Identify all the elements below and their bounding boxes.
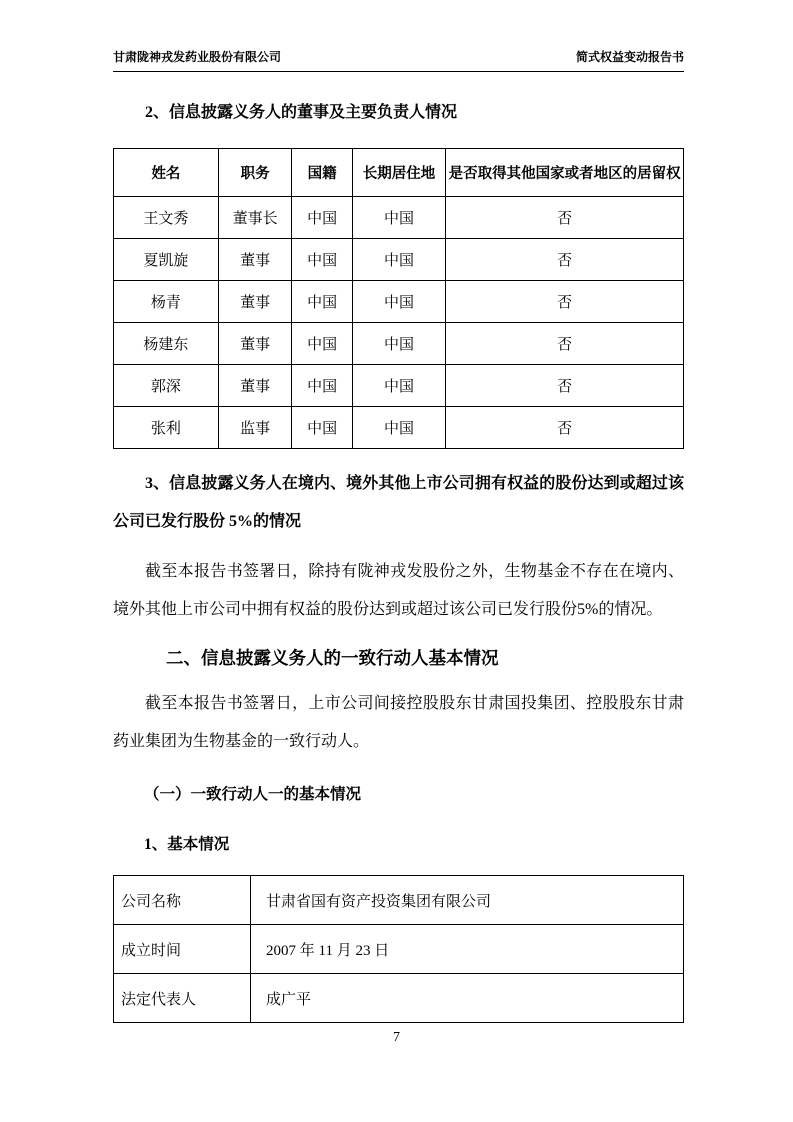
cell-foreign-residency: 否 [446,281,684,323]
table-row [114,281,684,323]
col-header-name: 姓名 [114,149,219,197]
info-value-establish-date: 2007 年 11 月 23 日 [251,925,684,974]
cell-name: 张利 [114,407,219,449]
cell-foreign-residency: 否 [446,323,684,365]
table-row [114,239,684,281]
cell-name: 郭深 [114,365,219,407]
cell-residence: 中国 [352,239,445,281]
cell-residence: 中国 [352,197,445,239]
page-header [113,48,684,72]
cell-position: 董事长 [218,197,292,239]
info-label-company-name: 公司名称 [114,876,251,925]
section-two-heading: 二、信息披露义务人的一致行动人基本情况 [166,648,499,668]
info-value-company-name: 甘肃省国有资产投资集团有限公司 [251,876,684,925]
cell-residence: 中国 [352,323,445,365]
cell-nationality: 中国 [292,323,352,365]
col-header-residence: 长期居住地 [352,149,445,197]
sub-heading-basic-info: 1、基本情况 [144,836,230,853]
info-row [114,876,684,925]
cell-name: 杨建东 [114,323,219,365]
table-row [114,365,684,407]
cell-foreign-residency: 否 [446,239,684,281]
col-header-position: 职务 [218,149,292,197]
directors-table [113,148,684,449]
cell-position: 董事 [218,323,292,365]
info-label-establish-date: 成立时间 [114,925,251,974]
header-company-name: 甘肃陇神戎发药业股份有限公司 [113,50,282,64]
cell-nationality: 中国 [292,239,352,281]
cell-name: 夏凯旋 [114,239,219,281]
section2-heading: 2、信息披露义务人的董事及主要负责人情况 [145,104,458,121]
table-row [114,407,684,449]
info-label-legal-representative: 法定代表人 [114,974,251,1023]
cell-name: 杨青 [114,281,219,323]
table-row [114,323,684,365]
cell-residence: 中国 [352,407,445,449]
directors-table-header-row [114,149,684,197]
cell-foreign-residency: 否 [446,197,684,239]
cell-position: 董事 [218,365,292,407]
cell-nationality: 中国 [292,407,352,449]
cell-residence: 中国 [352,365,445,407]
section3-paragraph: 截至本报告书签署日，除持有陇神戎发股份之外，生物基金不存在在境内、境外其他上市公司中拥有权益的股份达到或超过该公司已发行股份5%的情况。 [113,563,684,618]
sub-heading-acting-party-one: （一）一致行动人一的基本情况 [144,786,362,803]
info-row [114,974,684,1023]
col-header-nationality: 国籍 [292,149,352,197]
cell-position: 监事 [218,407,292,449]
cell-residence: 中国 [352,281,445,323]
info-value-legal-representative: 成广平 [251,974,684,1023]
cell-position: 董事 [218,239,292,281]
table-row [114,197,684,239]
cell-foreign-residency: 否 [446,407,684,449]
cell-name: 王文秀 [114,197,219,239]
cell-foreign-residency: 否 [446,365,684,407]
header-report-title: 简式权益变动报告书 [575,50,684,64]
info-row [114,925,684,974]
section3-heading: 3、信息披露义务人在境内、境外其他上市公司拥有权益的股份达到或超过该公司已发行股份 5%的情况 [113,475,684,530]
page-number: 7 [393,1030,400,1045]
section-two-paragraph: 截至本报告书签署日，上市公司间接控股股东甘肃国投集团、控股股东甘肃药业集团为生物基金的一致行动人。 [113,695,684,750]
cell-nationality: 中国 [292,197,352,239]
cell-nationality: 中国 [292,365,352,407]
col-header-foreign-residency: 是否取得其他国家或者地区的居留权 [446,149,684,197]
cell-nationality: 中国 [292,281,352,323]
cell-position: 董事 [218,281,292,323]
basic-info-table [113,875,684,1023]
